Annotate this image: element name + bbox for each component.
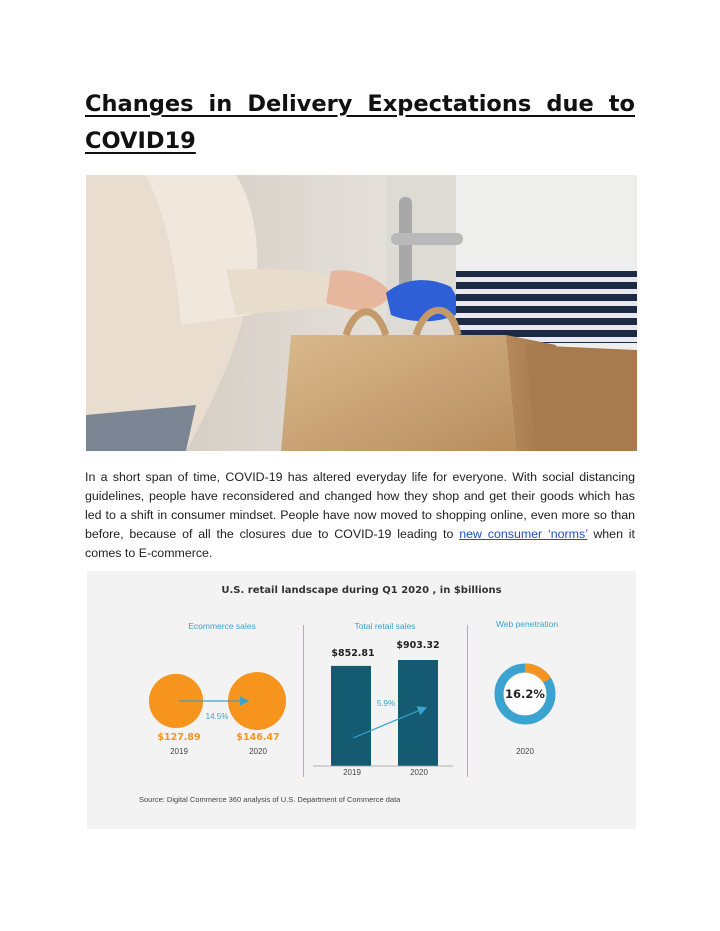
total-year-2020: 2020 (410, 768, 428, 777)
paragraph-text-start: In a short span of time, COVID-19 has altered everyday life for everyone. With social distancing guidelines, people have reconsidered and changed how they shop and get their goods which has led to a shift in consumer mindset. People have now moved to shopping online, even more so than before, because of all the closures due to COVID-19 leading to (85, 470, 635, 541)
ecommerce-2020-value: $146.47 (236, 732, 280, 743)
total-2019-value: $852.81 (331, 648, 375, 659)
ecommerce-2019-value: $127.89 (157, 732, 201, 743)
intro-paragraph (85, 468, 635, 563)
total-year-2019: 2019 (343, 768, 361, 777)
web-penetration-value: 16.2% (505, 687, 545, 701)
retail-infographic (87, 571, 636, 829)
ecommerce-year-2020: 2020 (249, 747, 267, 756)
total-retail-bar-2020 (398, 660, 438, 766)
web-penetration-label: Web penetration (495, 619, 559, 629)
total-retail-sales-label: Total retail sales (354, 621, 416, 631)
infographic-graphics (87, 571, 636, 829)
total-retail-bar-2019 (331, 666, 371, 766)
ecommerce-sales-label: Ecommerce sales (188, 621, 256, 631)
web-year-2020: 2020 (516, 747, 534, 756)
document-title: Changes in Delivery Expectations due to COVID19 (85, 91, 635, 154)
delivery-photo (86, 175, 637, 451)
total-growth-label: 5.9% (376, 699, 396, 708)
source-note: Source: Digital Commerce 360 analysis of U.S. Department of Commerce data (139, 795, 401, 804)
ecommerce-growth-label: 14.5% (205, 712, 229, 721)
ecommerce-year-2019: 2019 (170, 747, 188, 756)
total-2020-value: $903.32 (396, 640, 440, 651)
paragraph-text-end: when it comes to E-commerce. (85, 527, 635, 560)
infographic-title: U.S. retail landscape during Q1 2020 , in $billions (221, 585, 502, 596)
new-consumer-norms-link[interactable]: new consumer ‘norms’ (459, 527, 588, 541)
